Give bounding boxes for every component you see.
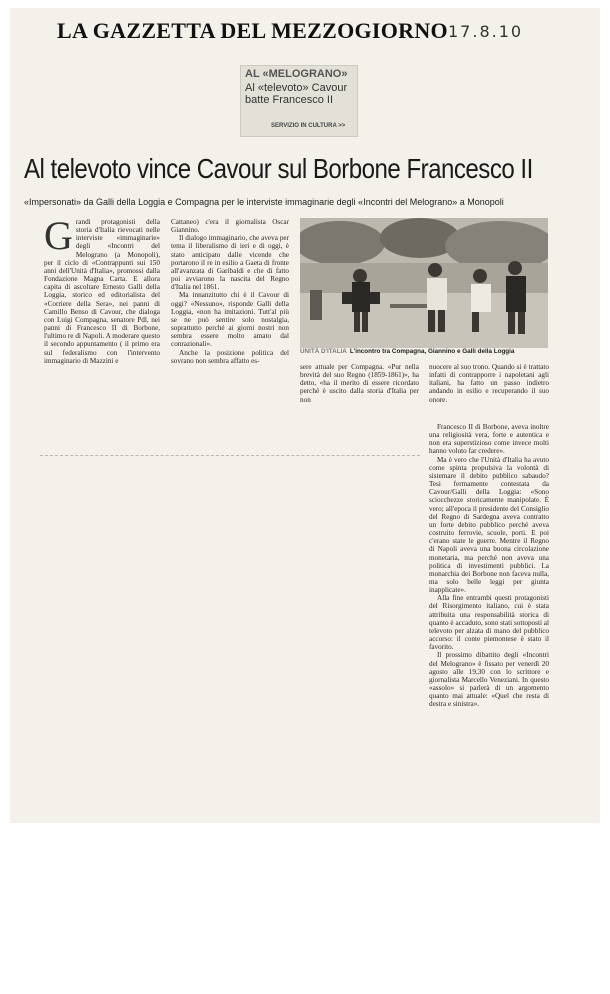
photo-caption — [300, 347, 548, 357]
caption-tag: UNITÀ D'ITALIA — [300, 348, 347, 355]
photo-illustration — [300, 218, 548, 348]
article-paragraph: Anche la posizione politica del sovrano non sembra affatto es- — [171, 348, 289, 365]
drop-cap: G — [44, 213, 73, 258]
section-divider — [40, 455, 420, 456]
article-paragraph: Cattaneo) c'era il giornalista Oscar Giannino. — [171, 218, 289, 235]
article-paragraph: nuocere al suo trono. Quando si è trattato infatti di contrapporre i napoletani agli italiani, ha fatto un passo indietro andando in esilio e recuperando il suo onore. — [429, 363, 549, 404]
article-paragraph: randi protagonisti della storia d'Italia rievocati nelle interviste «immaginarie» degli «Incontri del Melograno (a Monopoli), per il ciclo di «Contrappunti sui 150 anni dell'Unità d'Italia», promossi dalla Fondazione Magna Carta. E allora capita di ascoltare Ernesto Galli della Loggia, storico ed editorialista del «Corriere della Sera», nei panni di Camillo Benso di Cavour, che dialoga con Luigi Compagna, senatore Pdl, nei panni di Francesco II di Borbone, l'ultimo re di Napoli. A moderare questo il secondo appuntamento ( il primo era sul federalismo con l'intervento immaginario di Mazzini e — [44, 218, 160, 365]
handwritten-date: 17.8.10 — [448, 22, 524, 41]
caption-text: L'incontro tra Compagna, Giannino e Galli della Loggia — [349, 348, 515, 355]
teaser-title: Al «televoto» Cavour batte Francesco II — [245, 82, 348, 106]
article-column-3 — [300, 363, 419, 404]
teaser-box — [240, 65, 358, 137]
article-paragraph: Il prossimo dibattito degli «Incontri del Melograno» è fissato per venerdì 20 agosto alle 19,30 con lo scrittore e giornalista Marcello Veneziani. In questo «assolo» si parlerà di un argomento quanto mai attuale: «Quel che resta di destra e sinistra». — [429, 651, 549, 709]
article-column-2 — [171, 218, 289, 365]
article-paragraph: Il dialogo immaginario, che aveva per tema il liberalismo di ieri e di oggi, è stato anticipato dalle vicende che portarono il re in esilio a Gaeta di fronte all'avanzata di Garibaldi e che di fatto poi avviarono la nascita del Regno d'Italia nel 1861. — [171, 234, 289, 292]
article-paragraph: Alla fine entrambi questi protagonisti del Risorgimento italiano, cui è stata attribuita una responsabilità storica di quanto è accaduto, sono stati sottoposti al televoto per alzata di mano del pubblico accorso: il conte piemontese è stato il favorito. — [429, 594, 549, 652]
article-column-1 — [44, 213, 160, 365]
article-column-4 — [429, 363, 549, 404]
article-subhead: «Impersonati» da Galli della Loggia e Compagna per le interviste immaginarie degli «Incontri del Melograno» a Monopoli — [24, 197, 504, 207]
newspaper-masthead: LA GAZZETTA DEL MEZZOGIORNO — [57, 18, 448, 43]
article-headline: Al televoto vince Cavour sul Borbone Francesco II — [24, 153, 533, 184]
article-column-5 — [429, 423, 549, 708]
teaser-service-link: SERVIZIO IN CULTURA >> — [271, 123, 346, 129]
teaser-kicker: AL «MELOGRANO» — [245, 68, 348, 80]
article-paragraph: Francesco II di Borbone, aveva inoltre una religiosità vera, forte e autentica e non era superstizioso come invece molti hanno voluto far credere». — [429, 423, 549, 456]
article-photo — [300, 218, 548, 348]
article-paragraph: Ma innanzitutto chi è il Cavour di oggi? «Nessuno», risponde Galli della Loggia, «non ha imitazioni. Tutt'al più se ne può sentire solo nostalgia, soprattutto perché ai giorni nostri non sembra essere molto amato dal conrazionali». — [171, 291, 289, 349]
article-paragraph: sere attuale per Compagna. «Pur nella brevità del suo Regno (1859-1861)», ha detto, «ha il merito di essere ricordato perché è uscito dalla storia d'Italia per non — [300, 363, 419, 404]
article-paragraph: Ma è vero che l'Unità d'Italia ha avuto come spinta propulsiva la volontà di sistemare il debito pubblico sabaudo? Tesi fermamente contestata da Cavour/Galli della Loggia: «Sono sciocchezze storicamente manipolate. È vero; all'epoca il presidente del Consiglio del Regno di Sardegna aveva contratto un forte debito pubblico perché aveva costruito ferrovie, scuole, porti. E poi c'erano state le guerre. Mentre il Regno di Napoli aveva una buona circolazione monetaria, ma perché non aveva una politica di investimenti pubblici. La monarchia dei Borbone non faceva nulla, ma solo belle leggi per giunta inapplicate». — [429, 455, 549, 595]
